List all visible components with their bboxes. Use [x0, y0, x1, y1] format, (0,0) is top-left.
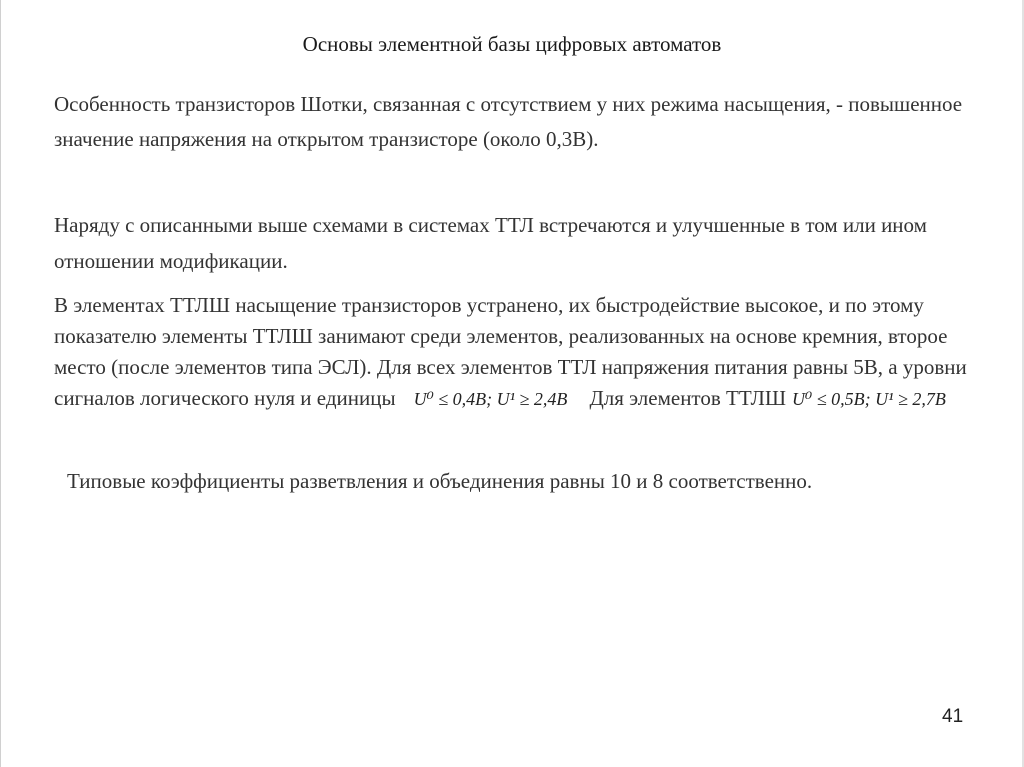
paragraph-fanout: Типовые коэффициенты разветвления и объединения равны 10 и 8 соответственно. [67, 469, 813, 493]
paragraph-modifications: Наряду с описанными выше схемами в системах ТТЛ встречаются и улучшенные в том или ином отношении модификации. [54, 213, 927, 273]
page-number: 41 [942, 706, 964, 727]
slide-left-border [0, 0, 1, 767]
paragraph-schottky: Особенность транзисторов Шотки, связанная с отсутствием у них режима насыщения, - повышенное значение напряжения на открытом транзисторе (около 0,3В). [54, 92, 963, 151]
ttlsh-label: Для элементов ТТЛШ [589, 386, 787, 410]
paragraph-ttlsh [54, 290, 994, 415]
formula-ttlsh-levels: U⁰ ≤ 0,5B; U¹ ≥ 2,7B [792, 389, 946, 409]
paragraph-ttlsh-text: В элементах ТТЛШ насыщение транзисторов устранено, их быстродействие высокое, и по этому показателю элементы ТТЛШ занимают среди элементов, реализованных на основе кремния, второе место (после элементов типа ЭСЛ). Для всех элементов ТТЛ напряжения питания равны 5В, а уровни сигналов логического нуля и единицы [54, 293, 967, 410]
formula-ttl-levels: U⁰ ≤ 0,4B; U¹ ≥ 2,4B [413, 389, 568, 409]
slide-title: Основы элементной базы цифровых автоматов [302, 32, 722, 56]
